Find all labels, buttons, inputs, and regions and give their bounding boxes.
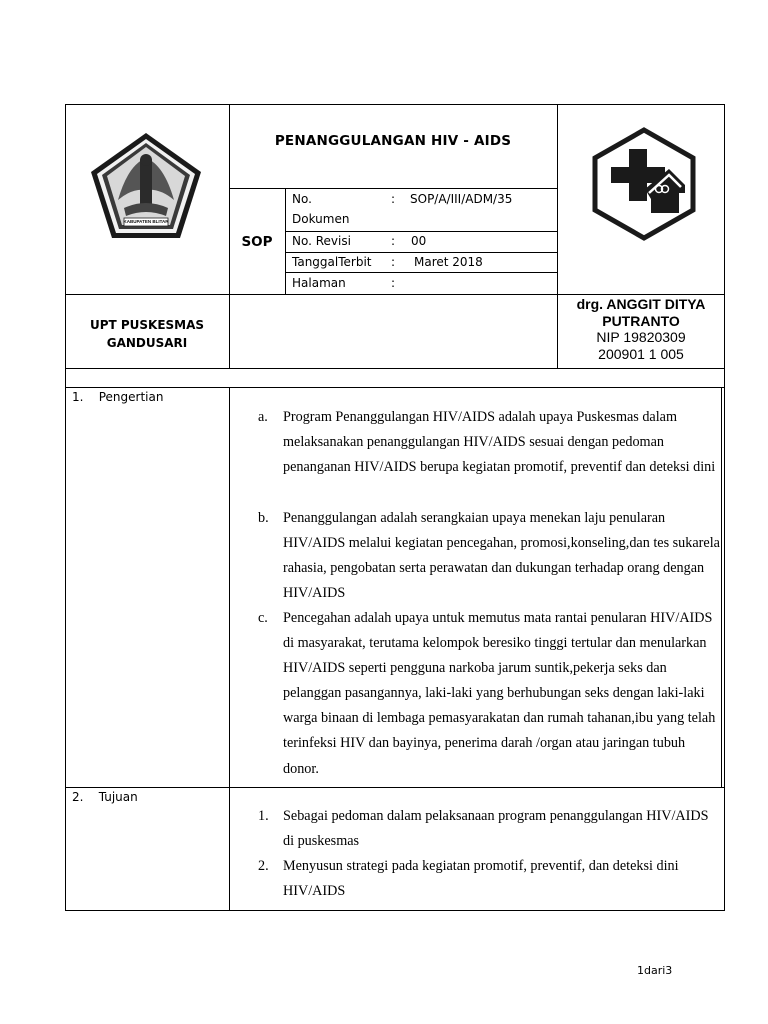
list-item-text: Pencegahan adalah upaya untuk memutus mata rantai penularan HIV/AIDS di masyarakat, terutama kelompok beresiko tinggi tertular dan menularkan HIV/AIDS seperti pengguna narkoba jarum suntik,pekerja seks dan pelanggan pasangannya, laki-laki yang berhubungan seks dengan laki-laki warga binaan di lembaga pemasyarakatan dan rumah tahanan,ibu yang telah terinfeksi HIV dan bayinya, penerima darah /organ atau jaringan tubuh donor.: [283, 610, 716, 777]
signatory-nip-cont: 200901 1 005: [598, 345, 684, 362]
organization-name: UPT PUSKESMAS GANDUSARI: [89, 318, 205, 350]
section-label-pengertian: 1. Pengertian: [72, 390, 164, 404]
page-number: 1dari3: [637, 964, 673, 977]
list-marker: 1.: [258, 808, 269, 824]
crest-caption: KABUPATEN BLITAR: [123, 219, 169, 224]
list-item: [258, 405, 720, 480]
list-marker: c.: [258, 610, 268, 626]
list-item-text: Penanggulangan adalah serangkaian upaya menekan laju penularan HIV/AIDS melalui kegiatan pencegahan, promosi,konseling,dan tes sukarela rahasia, pengobatan serta perawatan dan dukungan terhadap orang dengan HIV/AIDS: [283, 510, 720, 602]
document-title: PENANGGULANGAN HIV - AIDS: [274, 133, 512, 149]
signatory-name: drg. ANGGIT DITYA: [576, 296, 706, 312]
list-item: [258, 606, 720, 782]
list-item-text: Menyusun strategi pada kegiatan promotif, preventif, dan deteksi dini HIV/AIDS: [283, 858, 679, 900]
list-item-text: Sebagai pedoman dalam pelaksanaan program penanggulangan HIV/AIDS di puskesmas: [283, 808, 709, 850]
list-item: [258, 804, 720, 854]
regency-crest-logo: [88, 130, 204, 242]
puskesmas-logo: [589, 127, 699, 241]
list-marker: 2.: [258, 858, 269, 874]
section-label-tujuan: 2. Tujuan: [72, 790, 138, 804]
list-item-text: Program Penanggulangan HIV/AIDS adalah upaya Puskesmas dalam melaksanakan penanggulangan HIV/AIDS sesuai dengan pedoman penanganan HIV/AIDS berupa kegiatan promotif, preventif dan deteksi dini: [283, 409, 716, 476]
signatory-name-cont: PUTRANTO: [602, 312, 680, 329]
list-marker: a.: [258, 409, 268, 425]
list-item: [258, 506, 720, 606]
sop-label: SOP: [241, 234, 273, 250]
list-marker: b.: [258, 510, 269, 526]
signatory-nip: NIP 19820309: [596, 329, 686, 345]
list-item: [258, 854, 720, 904]
signatory-block: [557, 296, 725, 362]
